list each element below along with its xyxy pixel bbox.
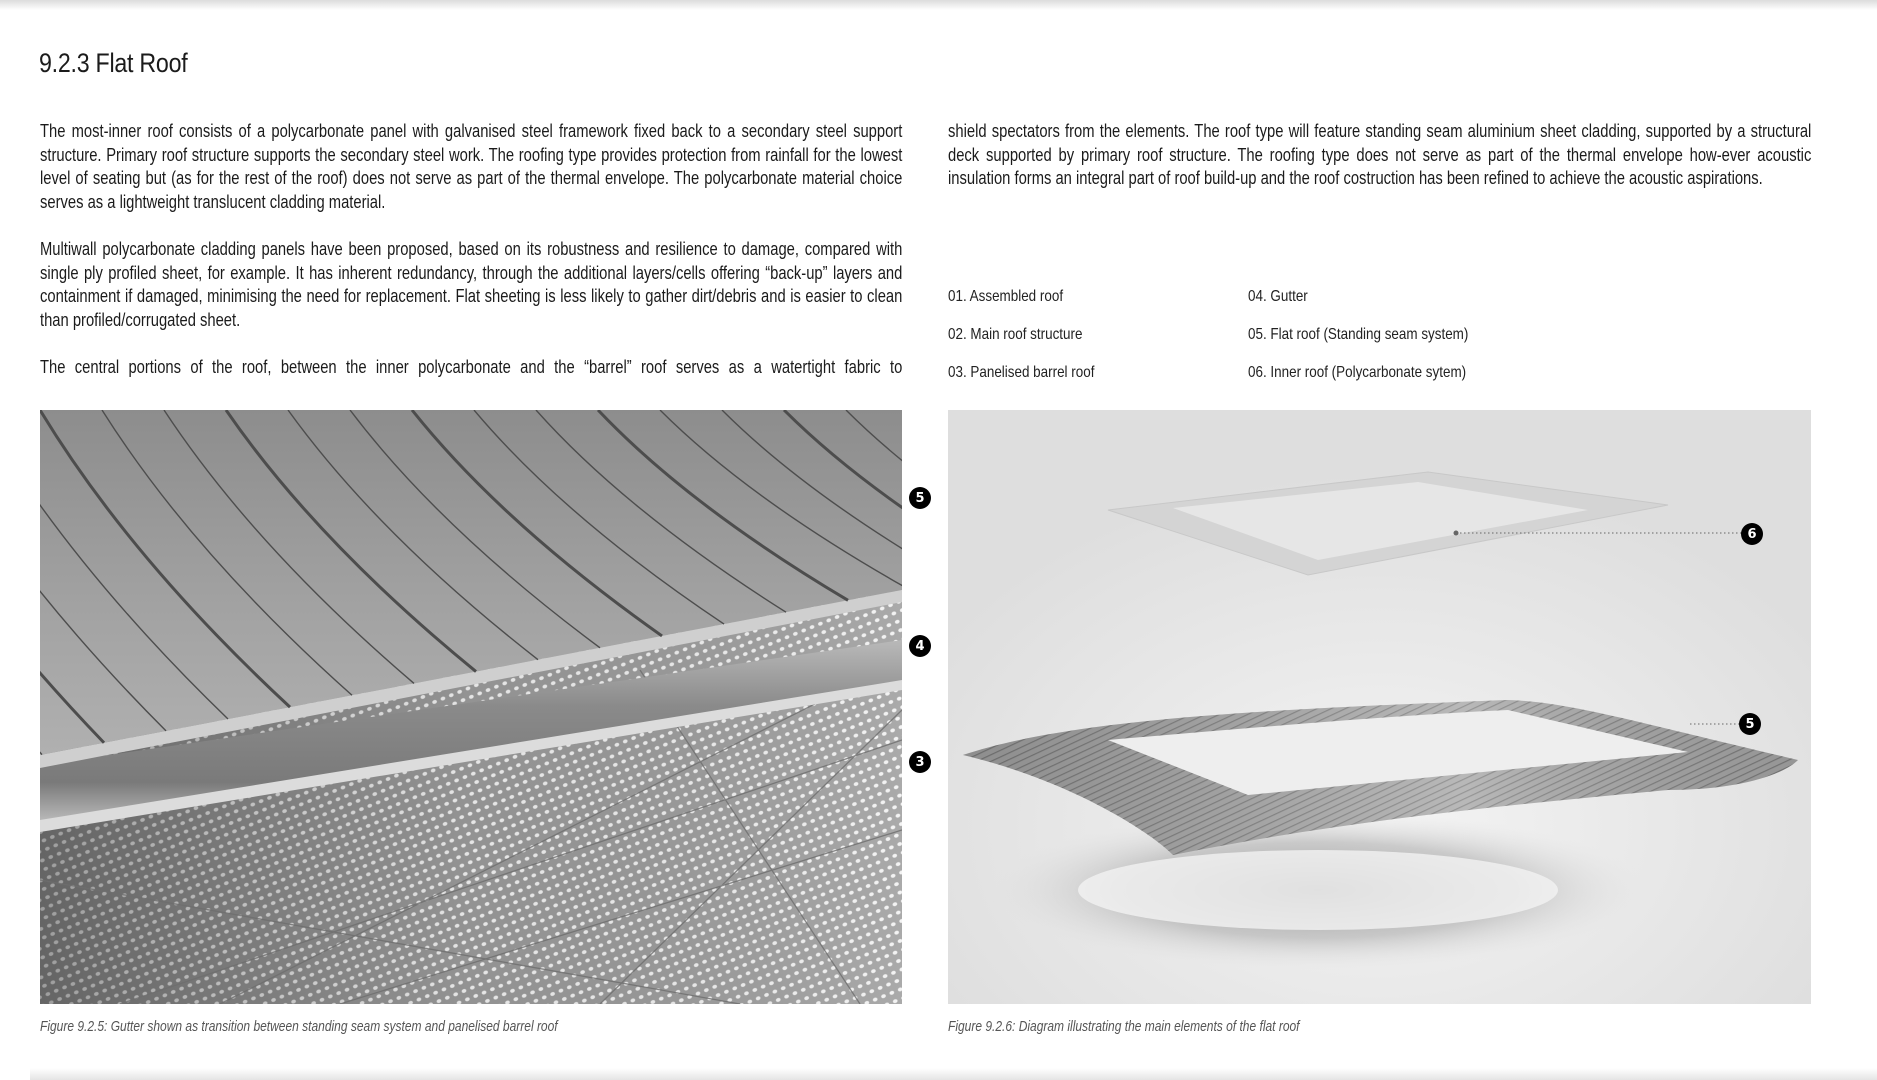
section-title: 9.2.3 Flat Roof: [39, 48, 188, 78]
callout-marker: 5: [1739, 713, 1761, 735]
roof-diagram: [948, 410, 1811, 1004]
legend-item: 04. Gutter: [1248, 288, 1308, 305]
left-paragraph-3: [40, 356, 902, 380]
left-paragraph-2: [40, 238, 902, 332]
page-top-edge: [0, 0, 1877, 10]
legend-item: 06. Inner roof (Polycarbonate sytem): [1248, 364, 1467, 381]
left-paragraph-2-text: Multiwall polycarbonate cladding panels have been proposed, based on its robustness and resilience to damage, compared with single ply profiled sheet, for example. It has inherent redundancy, through the additional layers/cells offering “back-up” layers and containment if damaged, minimising the need for replacement. Flat sheeting is less likely to gather dirt/debris and is easier to clean than profiled/corrugated sheet.: [40, 239, 903, 330]
figure-caption-right: Figure 9.2.6: Diagram illustrating the main elements of the flat roof: [948, 1018, 1300, 1035]
right-paragraph-text: shield spectators from the elements. The roof type will feature standing seam aluminium sheet cladding, supported by a structural deck supported by primary roof structure. The roofing type does not serve as part of the thermal envelope how-ever acoustic insulation forms an integral part of roof build-up and the roof costruction has been refined to achieve the acoustic aspirations.: [948, 121, 1812, 189]
callout-marker: 5: [909, 487, 931, 509]
legend-item: 05. Flat roof (Standing seam system): [1248, 326, 1469, 343]
figure-caption-left: Figure 9.2.5: Gutter shown as transition between standing seam system and panelised barrel roof: [40, 1018, 558, 1035]
right-paragraph: [948, 120, 1811, 191]
legend-item: 03. Panelised barrel roof: [948, 364, 1095, 381]
gutter-illustration: [40, 410, 902, 1004]
gutter-photo: [40, 410, 902, 1004]
callout-marker: 3: [909, 751, 931, 773]
left-paragraph-3-text: The central portions of the roof, between the inner polycarbonate and the “barrel” roof serves as a watertight fabric to: [40, 357, 903, 377]
figure-legend: [948, 288, 1508, 402]
callout-marker: 4: [909, 635, 931, 657]
left-paragraph-1: [40, 120, 902, 214]
legend-item: 02. Main roof structure: [948, 326, 1083, 343]
left-paragraph-1-text: The most-inner roof consists of a polycarbonate panel with galvanised steel framework fixed back to a secondary steel support structure. Primary roof structure supports the secondary steel work. The roofing type provides protection from rainfall for the lowest level of seating but (as for the rest of the roof) does not serve as part of the thermal envelope. The polycarbonate material choice serves as a lightweight translucent cladding material.: [40, 121, 903, 212]
legend-item: 01. Assembled roof: [948, 288, 1064, 305]
callout-marker: 6: [1741, 523, 1763, 545]
roof-elements-diagram: [948, 410, 1811, 1004]
page-bottom-edge: [30, 1068, 1877, 1080]
